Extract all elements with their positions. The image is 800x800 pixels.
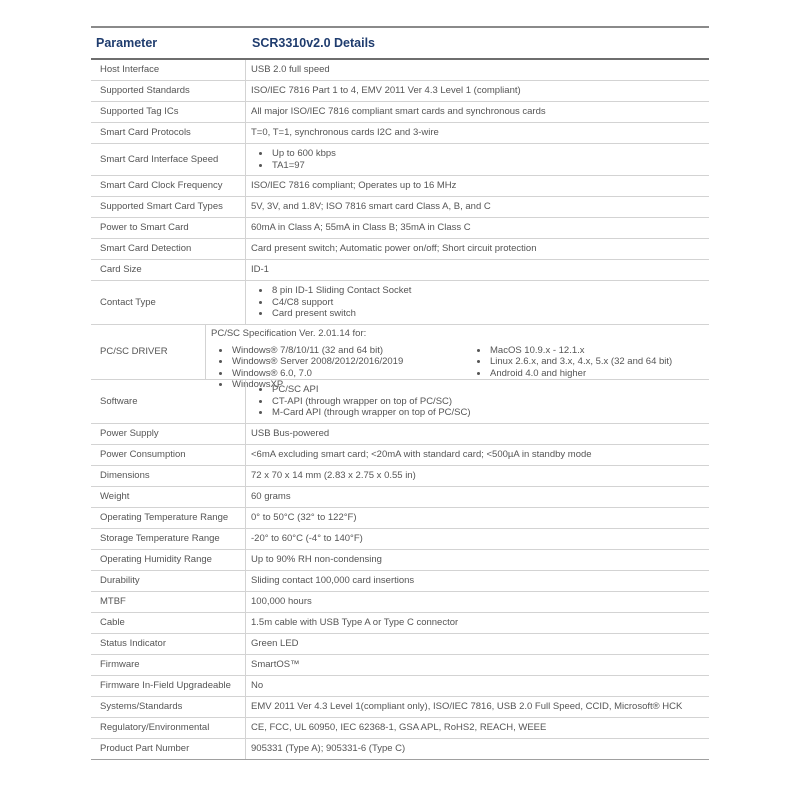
table-row [91,529,709,550]
parameter-cell: Supported Tag ICs [91,102,246,122]
table-row [91,550,709,571]
parameter-cell: MTBF [91,592,246,612]
detail-cell: 72 x 70 x 14 mm (2.83 x 2.75 x 0.55 in) [251,470,416,482]
parameter-cell: Smart Card Clock Frequency [91,176,246,196]
table-row [91,281,709,325]
table-row [91,718,709,739]
list-item: • PC/SC API [271,384,709,396]
parameter-cell: Operating Temperature Range [91,508,246,528]
table-row [91,424,709,445]
parameter-cell: Durability [91,571,246,591]
parameter-cell: Software [91,380,246,423]
parameter-cell: Power Consumption [91,445,246,465]
detail-cell [246,380,709,423]
detail-cell: SmartOS™ [251,659,300,671]
bullet-list [251,285,709,320]
table-row [91,239,709,260]
parameter-cell: Storage Temperature Range [91,529,246,549]
list-item: • Linux 2.6.x, and 3.x, 4.x, 5.x (32 and 64 bit) [489,356,709,368]
parameter-cell: Power Supply [91,424,246,444]
table-row [91,60,709,81]
table-row [91,445,709,466]
detail-cell: 5V, 3V, and 1.8V; ISO 7816 smart card Class A, B, and C [251,201,491,213]
table-row [91,613,709,634]
table-row [91,739,709,760]
detail-cell: Sliding contact 100,000 card insertions [251,575,415,587]
list-item: • Windows® Server 2008/2012/2016/2019 [231,356,469,368]
table-row [91,81,709,102]
detail-cell [246,144,709,175]
table-row [91,487,709,508]
detail-cell: All major ISO/IEC 7816 compliant smart cards and synchronous cards [251,106,546,118]
detail-cell: 1.5m cable with USB Type A or Type C connector [251,617,459,629]
parameter-cell: Firmware [91,655,246,675]
list-item: • CT-API (through wrapper on top of PC/SC) [271,396,709,408]
table-row [91,102,709,123]
parameter-cell: Status Indicator [91,634,246,654]
table-row [91,123,709,144]
detail-cell: ISO/IEC 7816 compliant; Operates up to 16 MHz [251,180,457,192]
table-row [91,380,709,424]
table-row [91,218,709,239]
parameter-cell: Systems/Standards [91,697,246,717]
detail-cell: 905331 (Type A); 905331-6 (Type C) [251,743,406,755]
list-item: • Windows® 7/8/10/11 (32 and 64 bit) [231,345,469,357]
table-row [91,571,709,592]
detail-cell: USB Bus-powered [251,428,330,440]
detail-cell: 0° to 50°C (32° to 122°F) [251,512,357,524]
parameter-cell: Product Part Number [91,739,246,759]
details-header: SCR3310v2.0 Details [252,36,375,50]
parameter-cell: Contact Type [91,281,246,324]
table-row [91,260,709,281]
list-item: • Android 4.0 and higher [489,368,709,380]
table-row [91,655,709,676]
parameter-cell: Host Interface [91,60,246,80]
table-row [91,697,709,718]
detail-cell: USB 2.0 full speed [251,64,330,76]
detail-cell: ID-1 [251,264,269,276]
parameter-cell: Supported Smart Card Types [91,197,246,217]
detail-cell: Green LED [251,638,299,650]
parameter-cell: Card Size [91,260,246,280]
bullet-list [251,148,709,171]
table-row [91,676,709,697]
detail-cell: -20° to 60°C (-4° to 140°F) [251,533,363,545]
parameter-cell: PC/SC DRIVER [91,325,206,379]
table-header [91,26,709,60]
detail-cell: 100,000 hours [251,596,312,608]
parameter-cell: Operating Humidity Range [91,550,246,570]
detail-cell [246,281,709,324]
detail-cell: No [251,680,264,692]
table-row [91,592,709,613]
list-item: • 8 pin ID-1 Sliding Contact Socket [271,285,709,297]
list-item: • Up to 600 kbps [271,148,709,160]
detail-cell: <6mA excluding smart card; <20mA with standard card; <500µA in standby mode [251,449,592,461]
detail-cell: EMV 2011 Ver 4.3 Level 1(compliant only), ISO/IEC 7816, USB 2.0 Full Speed, CCID, Microsoft® HCK [251,701,683,713]
list-item: • Card present switch [271,308,709,320]
list-item: • Windows® 6.0, 7.0 [231,368,469,380]
detail-cell: Card present switch; Automatic power on/off; Short circuit protection [251,243,537,255]
parameter-cell: Cable [91,613,246,633]
table-body [91,60,709,760]
parameter-cell: Weight [91,487,246,507]
detail-cell: ISO/IEC 7816 Part 1 to 4, EMV 2011 Ver 4.3 Level 1 (compliant) [251,85,521,97]
parameter-cell: Supported Standards [91,81,246,101]
detail-cell: CE, FCC, UL 60950, IEC 62368-1, GSA APL, RoHS2, REACH, WEEE [251,722,547,734]
detail-cell: 60mA in Class A; 55mA in Class B; 35mA in Class C [251,222,471,234]
list-item: • WindowsXP [231,379,469,391]
driver-intro: PC/SC Specification Ver. 2.01.14 for: [211,328,367,339]
detail-cell: T=0, T=1, synchronous cards I2C and 3-wire [251,127,439,139]
table-row [91,144,709,176]
table-row [91,176,709,197]
parameter-cell: Smart Card Interface Speed [91,144,246,175]
parameter-header: Parameter [96,36,158,50]
parameter-cell: Power to Smart Card [91,218,246,238]
parameter-cell: Smart Card Detection [91,239,246,259]
parameter-cell: Smart Card Protocols [91,123,246,143]
table-row [91,197,709,218]
parameter-cell: Firmware In-Field Upgradeable [91,676,246,696]
list-item: • MacOS 10.9.x - 12.1.x [489,345,709,357]
parameter-cell: Regulatory/Environmental [91,718,246,738]
bullet-list [251,384,709,419]
detail-cell: Up to 90% RH non-condensing [251,554,382,566]
table-row [91,466,709,487]
table-row [91,508,709,529]
spec-table [91,26,709,760]
parameter-cell: Dimensions [91,466,246,486]
detail-cell: 60 grams [251,491,291,503]
list-item: • C4/C8 support [271,297,709,309]
list-item: • M-Card API (through wrapper on top of PC/SC) [271,407,709,419]
table-row [91,634,709,655]
list-item: • TA1=97 [271,160,709,172]
